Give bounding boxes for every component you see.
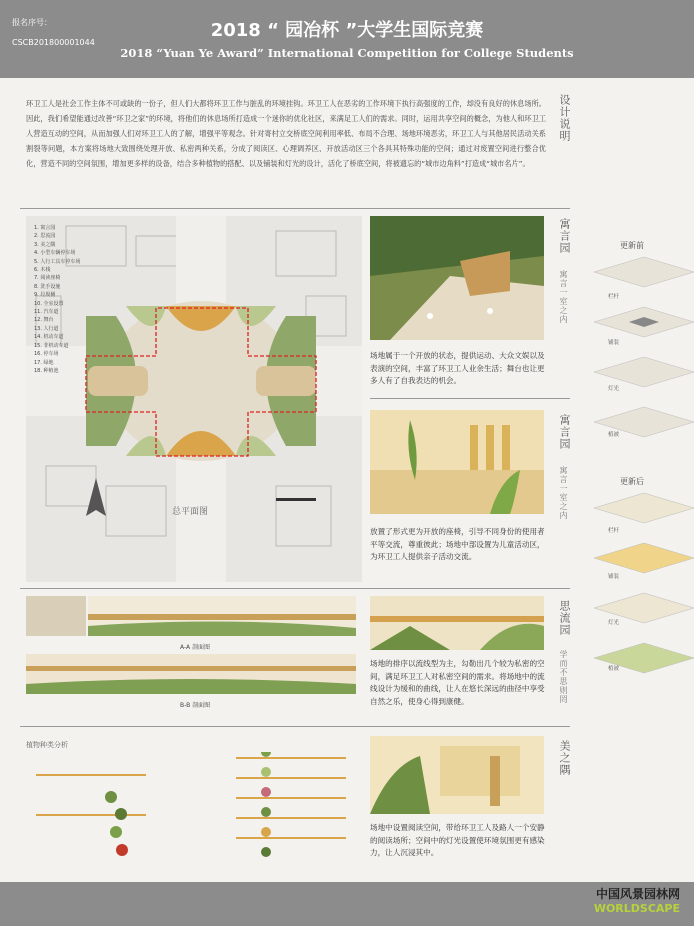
description-beauty-corner: 场地中设置阅读空间，带给环卫工人及路人一个安静的阅读场所；空间中的灯光设置使环境氛围更有感染力，让人沉浸其中。 <box>370 823 545 857</box>
legend-item: 12. 舞台 <box>34 317 54 324</box>
section-label-beauty: 美之隅 <box>558 740 571 776</box>
legend-item: 14. 机动车道 <box>34 334 64 341</box>
renewal-after-layer: 植被 <box>608 666 620 672</box>
footer-bar <box>0 882 694 926</box>
renewal-before-layer: 栏杆 <box>608 294 620 300</box>
plant-analysis-art <box>26 752 356 872</box>
legend-item: 1. 寓言园 <box>34 225 56 231</box>
section-aa-art <box>26 596 356 636</box>
renewal-after-art <box>584 488 694 688</box>
divider <box>20 726 570 727</box>
section-sub-fable-2: 寓言一室之内 <box>559 466 568 520</box>
legend-item: 6. 木栈 <box>34 267 51 274</box>
legend-item: 16. 停车场 <box>34 351 59 358</box>
design-description-label: 设计说明 <box>558 94 571 142</box>
section-label-fable: 寓言园 <box>558 218 571 254</box>
renewal-before-layer: 植被 <box>608 432 620 438</box>
legend-item: 11. 汽车道 <box>34 309 59 316</box>
renewal-before-title: 更新前 <box>620 241 644 250</box>
title-english: 2018 “Yuan Ye Award” International Competition for College Students <box>120 46 574 60</box>
section-bb-drawing <box>26 654 356 694</box>
rendering-art <box>370 216 544 340</box>
section-aa-label: A-A 剖面图 <box>180 644 211 651</box>
divider <box>370 398 570 399</box>
legend-item: 8. 洗手设施 <box>34 283 61 290</box>
section-bb-label: B-B 剖面图 <box>180 702 211 709</box>
section-bb-art <box>26 654 356 694</box>
rendering-art <box>370 596 544 650</box>
renewal-after-title: 更新后 <box>620 477 644 486</box>
plant-analysis-title: 植物种类分析 <box>26 741 68 749</box>
rendering-fable-garden-2 <box>370 410 544 514</box>
legend-item: 9. 垃圾桶 <box>34 292 56 299</box>
legend-item: 10. 全室设置 <box>34 300 64 307</box>
divider <box>20 588 570 589</box>
legend-item: 7. 阅读座椅 <box>34 275 61 282</box>
renewal-before-diagram <box>584 252 694 452</box>
design-description: 环卫工人是社会工作主体不可或缺的一份子，但人们大都将环卫工作与脏乱的环境挂钩。环卫工人在恶劣的工作环境下执行高强度的工作，却没有良好的休息场所。因此，我们希望能通过改善“环卫之家”的环境，将他们的休息场所打造成一个迷你的优化社区，来满足工人们的需求。同时，运用共享空间的概念，为他人和环卫工人营造互动的空间，从而加强人们对环卫工人的了解，增强平等观念。针对寄村立交桥底空间利用率低、布局不合理、场地环境恶劣，环卫工人与其他居民活动关系割裂等问题，本方案将场地大致围绕处理开放、私密两种关系，分成了阅读区、心理调养区、开放活动区三个各具其特殊功能的空间；通过对废置空间进行整合优化，营造不同的空间氛围，增加更多样的设备，结合多种植物的搭配、以及铺装和灯光的设计，活化了桥底空间，将被遗忘的“城市边角料”打造成“城市名片”。 <box>26 99 546 168</box>
description-fable-garden-2: 放置了形式更为开放的座椅，引导不同身份的使用者平等交流，尊重彼此；场地中部设置为儿童活动区，为环卫工人提供亲子活动交流。 <box>370 527 545 561</box>
section-sub-thought: 学而不思则罔 <box>559 650 568 704</box>
divider <box>20 208 570 209</box>
section-label-fable-2: 寓言园 <box>558 414 571 450</box>
logo-chinese: 中国风景园林网 <box>595 887 680 901</box>
plan-caption: 总平面图 <box>172 507 209 517</box>
worldscape-logo <box>594 885 680 915</box>
legend-item: 5. 人行工具车停车场 <box>34 258 81 265</box>
section-label-thought: 思流园 <box>558 600 571 636</box>
rendering-beauty-corner <box>370 736 544 814</box>
legend-item: 17. 绿地 <box>34 359 54 366</box>
section-aa-drawing <box>26 596 356 636</box>
rendering-fable-garden <box>370 216 544 340</box>
section-sub-fable: 寓言一室之内 <box>559 270 568 324</box>
plan-legend <box>34 224 80 375</box>
registration-label: 报名序号： <box>12 18 52 27</box>
rendering-art <box>370 410 544 514</box>
description-fable-garden: 场地属于一个开放的状态，提供运动、大众文娱以及表演的空间，丰富了环卫工人业余生活；舞台也让更多人有了自我表达的机会。 <box>370 351 545 385</box>
registration-number: CSCB201800001044 <box>12 38 95 47</box>
renewal-before-layer: 灯光 <box>608 386 620 392</box>
rendering-art <box>370 736 544 814</box>
logo-english: WORLDSCAPE <box>593 902 680 915</box>
plant-analysis-graphic <box>26 752 356 872</box>
legend-item: 13. 人行道 <box>34 325 59 332</box>
legend-item: 4. 小型车辆停车场 <box>34 250 76 257</box>
legend-item: 3. 美之隅 <box>34 241 56 248</box>
renewal-before-art <box>584 252 694 452</box>
renewal-after-layer: 灯光 <box>608 620 620 626</box>
renewal-after-layer: 栏杆 <box>608 528 620 534</box>
legend-item: 2. 思流园 <box>34 233 56 240</box>
header-bar <box>0 0 694 78</box>
rendering-thought-garden <box>370 596 544 650</box>
renewal-after-diagram <box>584 488 694 688</box>
renewal-after-layer: 铺装 <box>608 574 620 580</box>
legend-item: 15. 非机动车道 <box>34 342 69 349</box>
legend-item: 18. 种植池 <box>34 367 59 374</box>
title-chinese: 2018 “ 园冶杯 ”大学生国际竞赛 <box>210 20 484 41</box>
renewal-before-layer: 铺装 <box>608 340 620 346</box>
description-thought-garden: 场地的排序以流线型为主，勾勒出几个较为私密的空间，满足环卫工人对私密空间的需求。将场地中的流线设计为缓和的曲线，让人在悠长深远的曲径中享受自然之乐，使身心得到康健。 <box>370 659 545 706</box>
